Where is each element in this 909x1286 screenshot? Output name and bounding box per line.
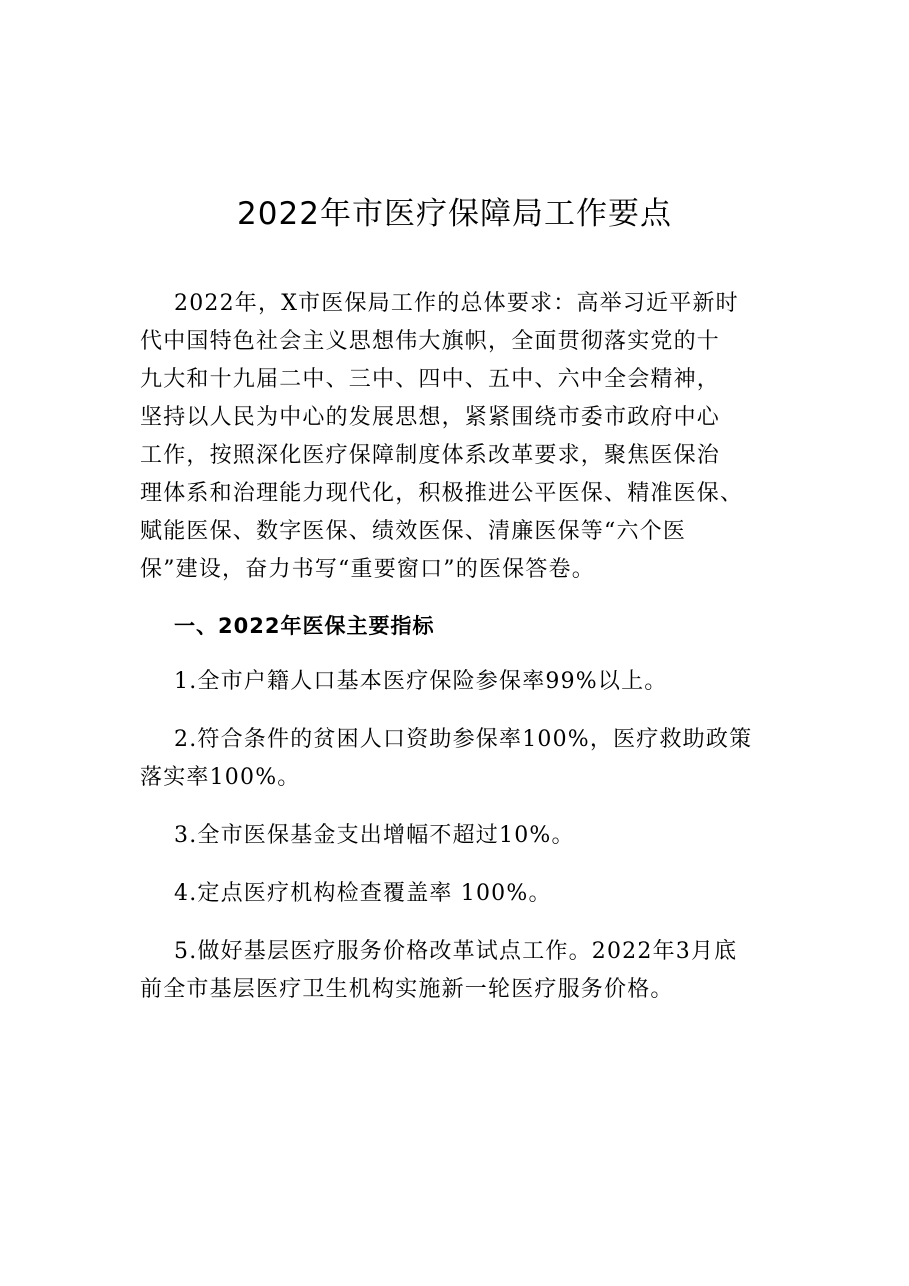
document-body xyxy=(140,285,770,1009)
intro-line: 工作，按照深化医疗保障制度体系改革要求，聚焦医保治 xyxy=(140,443,721,468)
list-item xyxy=(140,663,770,701)
list-item-line: 5.做好基层医疗服务价格改革试点工作。2022年3月底 xyxy=(174,939,738,964)
list-item-line: 前全市基层医疗卫生机构实施新一轮医疗服务价格。 xyxy=(140,977,674,1002)
intro-line: 保”建设，奋力书写“重要窗口”的医保答卷。 xyxy=(140,557,595,582)
list-item xyxy=(140,817,770,855)
document-title: 2022年市医疗保障局工作要点 xyxy=(237,196,672,232)
list-item-line: 4.定点医疗机构检查覆盖率 100%。 xyxy=(174,881,552,906)
intro-line: 赋能医保、数字医保、绩效医保、清廉医保等“六个医 xyxy=(140,519,687,544)
intro-line: 理体系和治理能力现代化，积极推进公平医保、精准医保、 xyxy=(140,481,744,506)
list-item-line: 2.符合条件的贫困人口资助参保率100%，医疗救助政策 xyxy=(174,727,753,752)
intro-line: 坚持以人民为中心的发展思想，紧紧围绕市委市政府中心 xyxy=(140,405,721,430)
list-item xyxy=(140,933,770,1009)
list-item xyxy=(140,875,770,913)
intro-line: 九大和十九届二中、三中、四中、五中、六中全会精神， xyxy=(140,367,721,392)
intro-line: 代中国特色社会主义思想伟大旗帜，全面贯彻落实党的十 xyxy=(140,329,721,354)
list-item-line: 3.全市医保基金支出增幅不超过10%。 xyxy=(174,823,575,848)
list-item-line: 1.全市户籍人口基本医疗保险参保率99%以上。 xyxy=(174,669,668,694)
section-heading: 一、2022年医保主要指标 xyxy=(174,614,435,638)
list-item-line: 落实率100%。 xyxy=(140,765,301,790)
intro-line: 2022年，X市医保局工作的总体要求：高举习近平新时 xyxy=(174,291,739,316)
list-item xyxy=(140,721,770,797)
intro-paragraph xyxy=(140,285,770,589)
